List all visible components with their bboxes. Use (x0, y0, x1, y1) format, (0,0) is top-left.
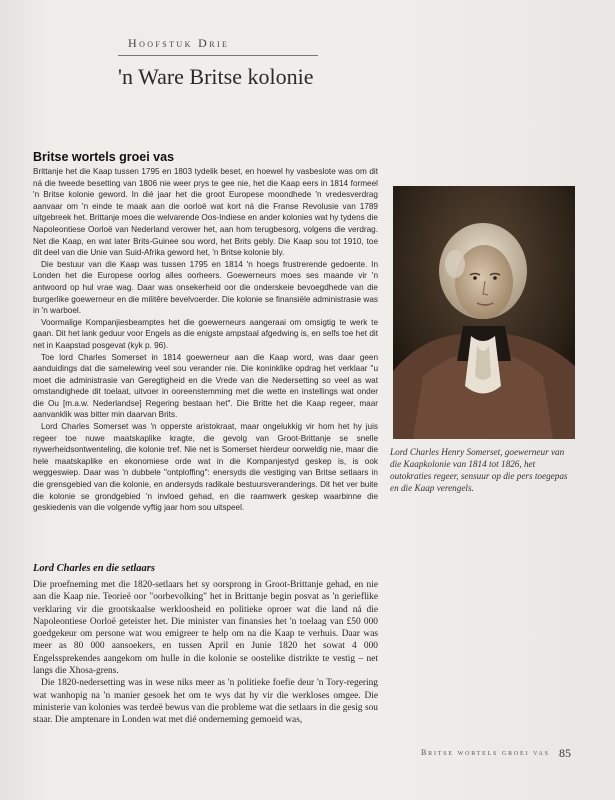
section-paragraph: Brittanje het die Kaap tussen 1795 en 1803 tydelik beset, en hoewel hy vasbeslote was om dit ná die tweede besetting van 1806 nie weer prys te gee nie, het die Kaap eers in 1814 formeel 'n Britse kolonie geword. In dié jaar het die groot Europese moondhede 'n vredesverdrag aanvaar om 'n einde te maak aan die oorloë wat kort ná die Franse Revolusie van 1789 uitgebreek het. Brittanje moes die welvarende Oos-Indiese en ander kolonies wat hy tydens die Napoleontiese Oorloë van Nederland verower het, aan hom terugbesorg, volgens die verdrag. Net die Kaap, en wat later Brits-Guinee sou word, het Brits gebly. Die Kaap sou tot 1910, toe dit deel van die Unie van Suid-Afrika geword het, 'n Britse kolonie bly. (33, 167, 378, 258)
running-footer: Britse wortels groei vas (421, 748, 550, 757)
section-paragraph: Die bestuur van die Kaap was tussen 1795 en 1814 'n hoegs frustrerende gedoente. In Londen het die Europese oorlog alles oorheers. Goewerneurs moes ses maande vir 'n antwoord op hul vrae wag. Daar was onsekerheid oor die onderskeie bevoegdhede van die burgerlike goewerneur en die militêre bevelvoerder. Die kolonie se finansiële administrasie was in 'n warboel. (33, 259, 378, 316)
chapter-title: 'n Ware Britse kolonie (118, 64, 314, 89)
subsection-paragraph: Die proefneming met die 1820-setlaars het sy oorsprong in Groot-Brittanje gehad, en nie aan die Kaap nie. Teorieë oor "oorbevolking" het in Brittanje begin posvat as 'n gerieflike verklaring vir die grootskaalse werkloosheid en politieke oproer wat die land ná die Napoleontiese Oorloë geteister het. Die minister van finansies het 'n toelaag van £50 000 goedgekeur om persone wat wou emigreer te help om na die Kaap te verhuis. Daar was meer as 80 000 aansoekers, en tussen April en Junie 1820 het sowat 4 000 Engelssprekendes aangekom om hulle in die kolonie se oostelike distrikte te vestig – net langs die Xhosa-grens. (33, 580, 378, 677)
portrait-caption: Lord Charles Henry Somerset, goewerneur van die Kaapkolonie van 1814 tot 1826, het outokraties regeer, sensuur op die pers toegepas en die Kaap verengels. (390, 447, 568, 493)
section-body (33, 166, 378, 514)
section-paragraph: Lord Charles Somerset was 'n opperste aristokraat, maar ongelukkig vir hom het hy juis regeer toe nuwe maatskaplike kragte, die gevolg van Groot-Brittanje se snelle nywerheidsontwenteling, die kolonie tref. Nie net is Somerset hierdeur oorweldig nie, maar die hele maatskaplike en ekonomiese orde wat in die Kompanjestyd geskep is, is ook weggeswiep. Daar was 'n dubbele "ontploffing": enersyds die vestiging van Britse setlaars in die grensgebied van die kolonie, en andersyds radikale bestuursveranderings. Dit het ver buite die kolonie se grondgebied 'n invloed gehad, en die raamwerk geskep waarbinne die geskiedenis van die volgende vyftig jaar hom sou uitspeel. (33, 422, 378, 513)
subsection-body (33, 579, 378, 727)
page-number: 85 (559, 746, 571, 760)
section-paragraph: Toe lord Charles Somerset in 1814 goewerneur aan die Kaap word, was daar geen aanduidings dat die samelewing veel sou verander nie. Die koninklike opdrag het verklaar "u moet die administrasie van Geregtigheid en die Vrede van die Nedersetting so veel as wat omstandighede dit toelaat, uitvoer in ooreenstemming met die wette en instellings wat onder die Ou [m.a.w. Nederlandse] Regering bestaan het". Die Britte het die Kaap regeer, maar aanvanklik was bitter min daarvan Brits. (33, 352, 378, 420)
subsection-paragraph: Die 1820-nedersetting was in wese niks meer as 'n politieke foefie deur 'n Tory-regering wat wanhopig na 'n manier gesoek het om te wys dat hy vir die werkloses omgee. Die ministerie van kolonies was terdeë bewus van die probleme wat die setlaars in die gesig sou staar. Die amptenare in Londen wat met dié onderneming gemoeid was, (33, 678, 378, 726)
section-paragraph: Voormalige Kompanjiesbeamptes het die goewerneurs aangeraai om omsigtig te werk te gaan. Dit het lank geduur voor Engels as die enigste ampstaal afgedwing is, en selfs toe het dit net in Kaapstad posgevat (kyk p. 96). (33, 317, 378, 350)
chapter-divider (118, 55, 318, 56)
section-heading: Britse wortels groei vas (33, 150, 175, 164)
portrait-illustration (393, 186, 575, 439)
chapter-label: Hoofstuk Drie (128, 36, 230, 50)
portrait-image (393, 186, 575, 439)
subsection-heading: Lord Charles en die setlaars (33, 563, 155, 574)
